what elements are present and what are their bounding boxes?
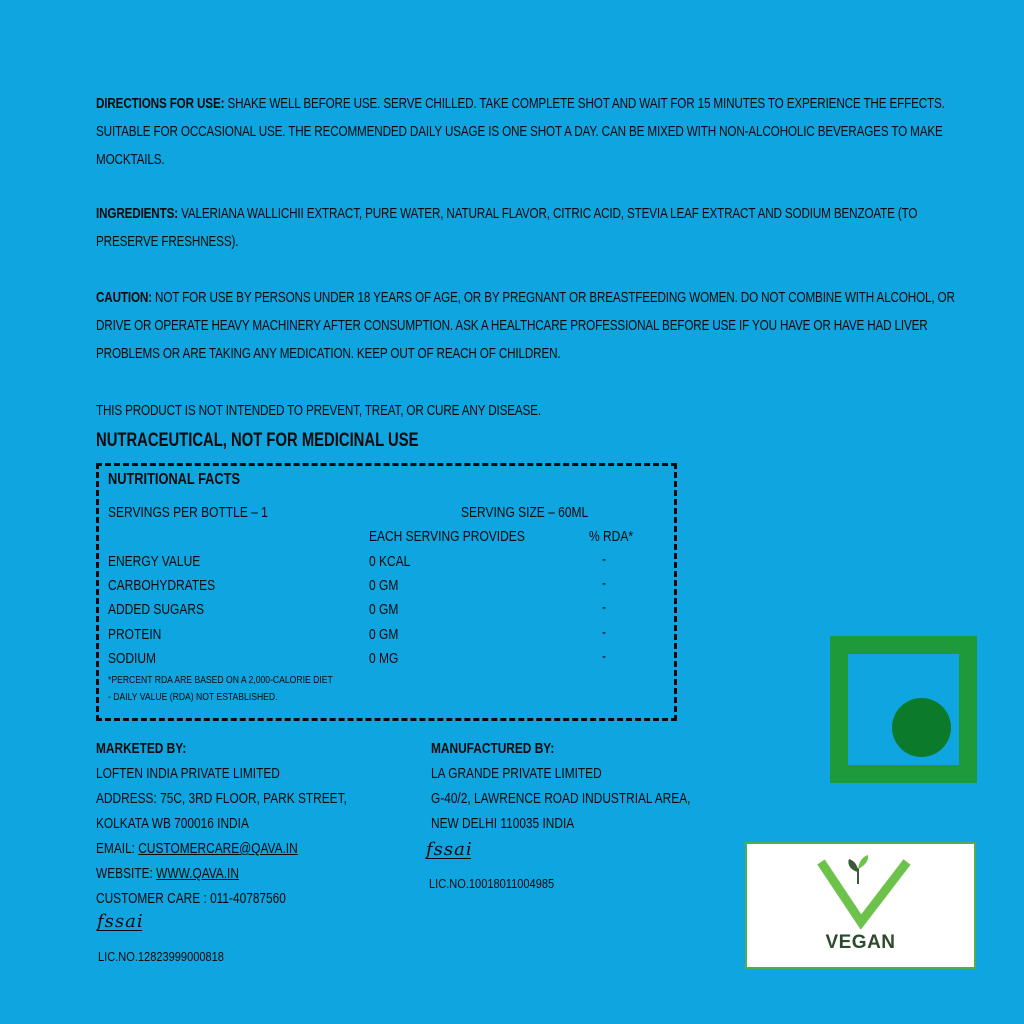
marketed-by-block [96, 737, 347, 912]
manufactured-address-1: G-40/2, LAWRENCE ROAD INDUSTRIAL AREA, [431, 791, 691, 807]
nutrient-name: CARBOHYDRATES [108, 577, 216, 594]
nutrient-name: ADDED SUGARS [108, 601, 205, 618]
serving-size: SERVING SIZE – 60ML [461, 504, 589, 521]
rda-footnote-2: - DAILY VALUE (RDA) NOT ESTABLISHED. [108, 691, 278, 703]
vegan-label: VEGAN [825, 932, 896, 953]
vegan-v-leaf-icon [747, 844, 974, 934]
nutrient-value: 0 GM [369, 577, 399, 594]
nutrient-value: 0 GM [369, 601, 399, 618]
caution-text: NOT FOR USE BY PERSONS UNDER 18 YEARS OF AGE, OR BY PREGNANT OR BREASTFEEDING WOMEN. DO NOT COMBINE WITH ALCOHOL, OR DRIVE OR OPERATE HEAVY MACHINERY AFTER CONSUMPTION. ASK A HEALTHCARE PROFESSIONAL BEFORE USE IF YOU HAVE OR HAVE HAD LIVER PROBLEMS OR ARE TAKING ANY MEDICATION. KEEP OUT OF REACH OF CHILDREN. [96, 289, 955, 362]
marketed-license: LIC.NO.12823999000818 [98, 949, 224, 964]
website-link[interactable]: WWW.QAVA.IN [156, 866, 239, 882]
nutrition-title: NUTRITIONAL FACTS [108, 471, 241, 488]
nutrient-rda: - [602, 599, 606, 616]
email-label: EMAIL: [96, 841, 139, 857]
email-link[interactable]: CUSTOMERCARE@QAVA.IN [138, 841, 298, 857]
fssai-logo: fssai [97, 911, 144, 932]
manufactured-company: LA GRANDE PRIVATE LIMITED [431, 766, 602, 782]
ingredients-section [96, 200, 977, 256]
manufactured-heading: MANUFACTURED BY: [431, 741, 555, 757]
marketed-website-row [96, 862, 347, 887]
marketed-address-2: KOLKATA WB 700016 INDIA [96, 816, 249, 832]
nutrient-name: PROTEIN [108, 626, 162, 643]
nutrient-value: 0 GM [369, 626, 399, 643]
nutrient-rda: - [602, 551, 606, 568]
directions-heading: DIRECTIONS FOR USE: [96, 95, 225, 112]
nutrition-facts-box [96, 463, 677, 721]
rda-footnote: *PERCENT RDA ARE BASED ON A 2,000-CALORIE DIET [108, 674, 333, 686]
customer-care: CUSTOMER CARE : 011-40787560 [96, 891, 286, 907]
nutrient-rda: - [602, 648, 606, 665]
servings-per-bottle: SERVINGS PER BOTTLE – 1 [108, 504, 268, 521]
marketed-heading: MARKETED BY: [96, 741, 187, 757]
manufactured-license: LIC.NO.10018011004985 [429, 876, 555, 891]
vegan-badge [745, 842, 976, 969]
directions-text: SHAKE WELL BEFORE USE. SERVE CHILLED. TAKE COMPLETE SHOT AND WAIT FOR 15 MINUTES TO EXPERIENCE THE EFFECTS. SUITABLE FOR OCCASIONAL USE. THE RECOMMENDED DAILY USAGE IS ONE SHOT A DAY. CAN BE MIXED WITH NON-ALCOHOLIC BEVERAGES TO MAKE MOCKTAILS. [96, 95, 945, 168]
col-rda: % RDA* [589, 528, 634, 545]
nutraceutical-heading: NUTRACEUTICAL, NOT FOR MEDICINAL USE [96, 430, 419, 451]
website-label: WEBSITE: [96, 866, 157, 882]
manufactured-by-block [431, 737, 690, 837]
marketed-address-1: ADDRESS: 75C, 3RD FLOOR, PARK STREET, [96, 791, 347, 807]
ingredients-heading: INGREDIENTS: [96, 205, 178, 222]
nutrient-value: 0 MG [369, 650, 399, 667]
caution-heading: CAUTION: [96, 289, 152, 306]
col-each-serving: EACH SERVING PROVIDES [369, 528, 525, 545]
nutrient-value: 0 KCAL [369, 553, 411, 570]
directions-section [96, 90, 977, 174]
ingredients-text: VALERIANA WALLICHII EXTRACT, PURE WATER, NATURAL FLAVOR, CITRIC ACID, STEVIA LEAF EXTRACT AND SODIUM BENZOATE (TO PRESERVE FRESHNESS). [96, 205, 918, 250]
veg-symbol-inner [848, 654, 959, 765]
disclaimer-text: THIS PRODUCT IS NOT INTENDED TO PREVENT, TREAT, OR CURE ANY DISEASE. [96, 402, 541, 419]
fssai-logo: fssai [426, 839, 473, 860]
nutrient-rda: - [602, 624, 606, 641]
nutrient-name: ENERGY VALUE [108, 553, 201, 570]
manufactured-address-2: NEW DELHI 110035 INDIA [431, 816, 575, 832]
veg-symbol-icon [830, 636, 977, 783]
caution-section [96, 284, 977, 368]
marketed-email-row [96, 837, 347, 862]
nutrient-rda: - [602, 575, 606, 592]
nutrient-name: SODIUM [108, 650, 156, 667]
veg-symbol-dot [892, 698, 951, 757]
marketed-company: LOFTEN INDIA PRIVATE LIMITED [96, 766, 280, 782]
